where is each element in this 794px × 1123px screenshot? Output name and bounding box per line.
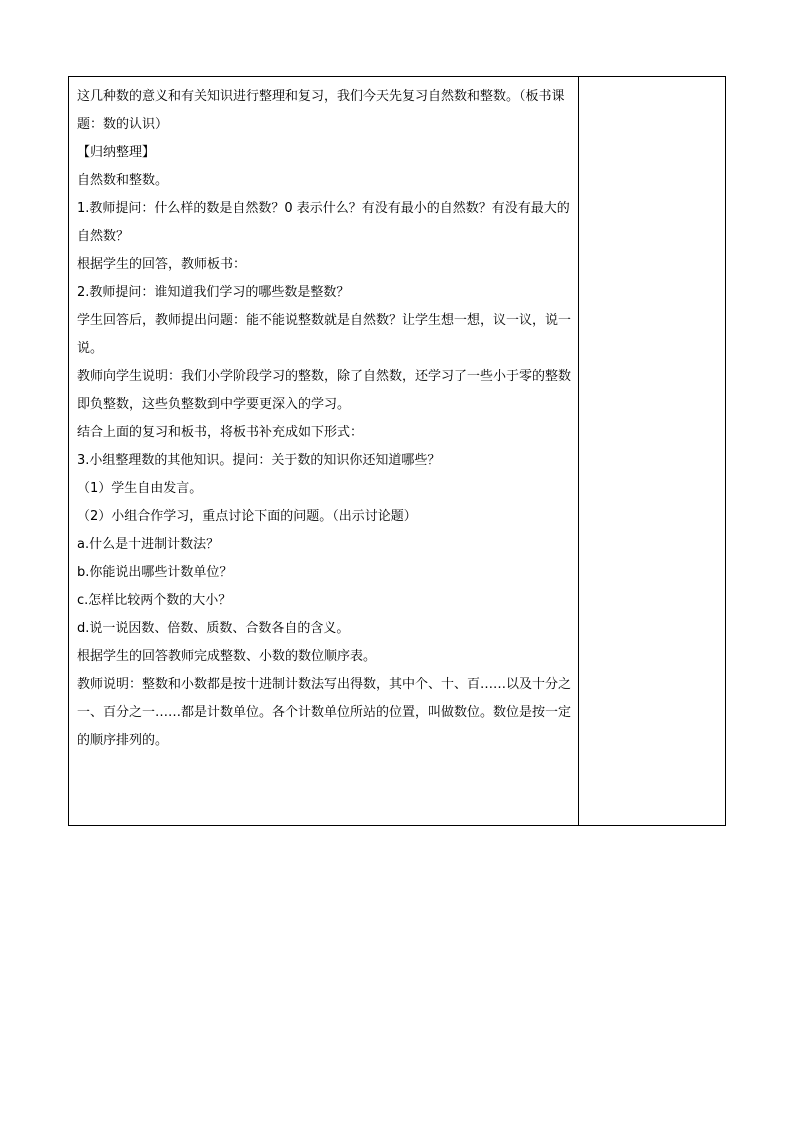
paragraph-step-1: （1）学生自由发言。 (77, 481, 203, 496)
paragraph-board-supplement: 结合上面的复习和板书，将板书补充成如下形式： (77, 425, 364, 440)
paragraph-item-a: a.什么是十进制计数法？ (77, 537, 220, 552)
paragraph-item-c: c.怎样比较两个数的大小？ (77, 593, 232, 608)
section-heading-summary: 【归纳整理】 (77, 145, 156, 160)
lesson-content-cell (69, 77, 579, 825)
paragraph-board-note: 根据学生的回答，教师板书： (77, 257, 247, 272)
paragraph-teacher-conclusion: 教师说明：整数和小数都是按十进制计数法写出得数，其中个、十、百……以及十分之一、百分之一……都是计数单位。各个计数单位所站的位置，叫做数位。数位是按一定的顺序排列的。 (77, 677, 572, 748)
paragraph-question-2: 2.教师提问：谁知道我们学习的哪些数是整数？ (77, 285, 350, 300)
paragraph-teacher-explain: 教师向学生说明：我们小学阶段学习的整数，除了自然数，还学习了一些小于零的整数即负整数，这些负整数到中学要更深入的学习。 (77, 369, 572, 412)
paragraph-question-1: 1.教师提问：什么样的数是自然数？0 表示什么？有没有最小的自然数？有没有最大的自然数？ (77, 201, 570, 244)
paragraph-place-value-table: 根据学生的回答教师完成整数、小数的数位顺序表。 (77, 649, 377, 664)
paragraph-intro: 这几种数的意义和有关知识进行整理和复习，我们今天先复习自然数和整数。（板书课题：数的认识） (77, 89, 565, 132)
paragraph-question-3: 3.小组整理数的其他知识。提问：关于数的知识你还知道哪些？ (77, 453, 441, 468)
paragraph-item-b: b.你能说出哪些计数单位？ (77, 565, 233, 580)
lesson-table (68, 76, 726, 826)
paragraph-step-2: （2）小组合作学习，重点讨论下面的问题。（出示讨论题） (77, 509, 417, 524)
paragraph-topic: 自然数和整数。 (77, 173, 169, 188)
notes-cell (579, 77, 725, 825)
paragraph-follow-up: 学生回答后，教师提出问题：能不能说整数就是自然数？让学生想一想，议一议，说一说。 (77, 313, 572, 356)
paragraph-item-d: d.说一说因数、倍数、质数、合数各自的含义。 (77, 621, 350, 636)
